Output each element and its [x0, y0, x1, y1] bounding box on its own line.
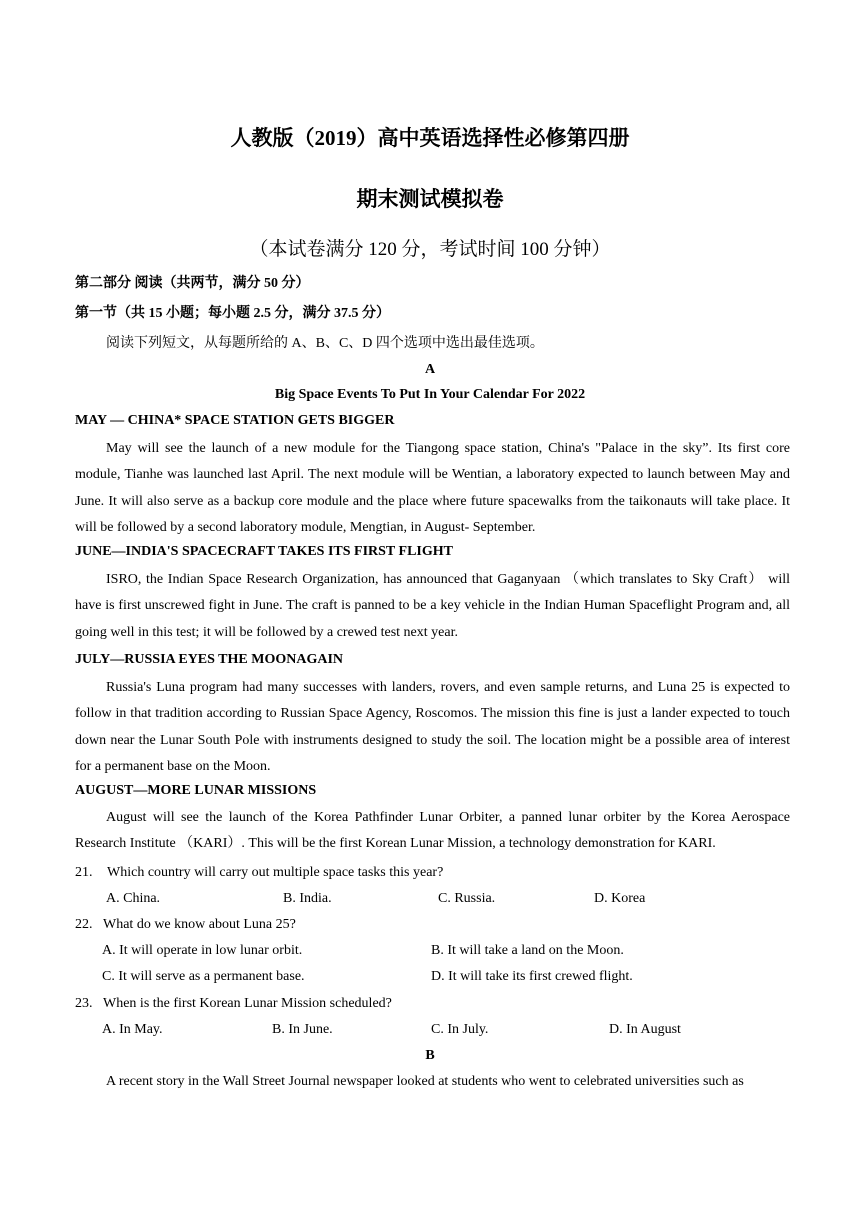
passage-section-heading: JUNE—INDIA'S SPACECRAFT TAKES ITS FIRST FLIGHT: [75, 544, 453, 559]
exam-info: （本试卷满分 120 分，考试时间 100 分钟）: [249, 239, 611, 260]
question-stem: Which country will carry out multiple space tasks this year?: [107, 865, 444, 880]
option-c[interactable]: C. Russia.: [438, 891, 496, 906]
passage-paragraph: ISRO, the Indian Space Research Organization, has announced that Gaganyaan （which translates to Sky Craft） will have is first unscrewed fight in June. The craft is panned to be a key vehicle in the Indian Human Spaceflight Program and, all going well in this test; it will be followed by a crewed test next year.: [75, 572, 790, 640]
passage-paragraph: May will see the launch of a new module for the Tiangong space station, China's "Palace in the sky”. Its first core module, Tianhe was launched last April. The next module will be Wentian, a laboratory expected to launch between May and June. It will also serve as a backup core module and the place where future spacewalks from the taikonauts will take place. It will be followed by a second laboratory module, Mengtian, in August- September.: [75, 441, 790, 535]
passage-section-heading: AUGUST—MORE LUNAR MISSIONS: [75, 783, 317, 798]
option-b[interactable]: B. It will take a land on the Moon.: [431, 943, 624, 958]
page-title: 人教版（2019）高中英语选择性必修第四册: [230, 126, 630, 150]
question-number: 22.: [75, 917, 93, 932]
instruction: 阅读下列短文，从每题所给的 A、B、C、D 四个选项中选出最佳选项。: [106, 336, 544, 351]
passage-paragraph: A recent story in the Wall Street Journal newspaper looked at students who went to celebrated universities such as: [106, 1074, 744, 1089]
question-number: 23.: [75, 996, 93, 1011]
passage-paragraph: August will see the launch of the Korea Pathfinder Lunar Orbiter, a panned lunar orbiter by the Korea Aerospace Research Institute （KARI）. This will be the first Korean Lunar Mission, a technology demonstration for KARI.: [75, 810, 790, 852]
option-a[interactable]: A. In May.: [102, 1022, 163, 1037]
option-c[interactable]: C. In July.: [431, 1022, 489, 1037]
passage-label: B: [425, 1048, 435, 1063]
option-a[interactable]: A. It will operate in low lunar orbit.: [102, 943, 303, 958]
option-d[interactable]: D. In August: [609, 1022, 681, 1037]
option-b[interactable]: B. In June.: [272, 1022, 333, 1037]
question-number: 21.: [75, 865, 93, 880]
page-subtitle-title: 期末测试模拟卷: [356, 187, 504, 211]
passage-section-heading: JULY—RUSSIA EYES THE MOONAGAIN: [75, 652, 344, 667]
option-b[interactable]: B. India.: [283, 891, 332, 906]
option-c[interactable]: C. It will serve as a permanent base.: [102, 969, 305, 984]
option-d[interactable]: D. Korea: [594, 891, 646, 906]
section-heading: 第一节（共 15 小题；每小题 2.5 分，满分 37.5 分）: [75, 306, 390, 321]
passage-section-heading: MAY — CHINA* SPACE STATION GETS BIGGER: [75, 413, 395, 428]
passage-paragraph: Russia's Luna program had many successes with landers, rovers, and even sample returns, and Luna 25 is expected to follow in that tradition according to Russian Space Agency, Roscomos. The mission this fine is just a lander expected to touch down near the Lunar South Pole with instruments designed to study the soil. The location might be a possible area of interest for a permanent base on the Moon.: [75, 680, 790, 774]
question-stem: What do we know about Luna 25?: [103, 917, 296, 932]
option-d[interactable]: D. It will take its first crewed flight.: [431, 969, 633, 984]
passage-title: Big Space Events To Put In Your Calendar For 2022: [274, 387, 586, 402]
passage-label: A: [424, 362, 436, 377]
part-heading: 第二部分 阅读（共两节，满分 50 分）: [75, 276, 310, 291]
option-a[interactable]: A. China.: [106, 891, 161, 906]
question-stem: When is the first Korean Lunar Mission scheduled?: [103, 996, 392, 1011]
